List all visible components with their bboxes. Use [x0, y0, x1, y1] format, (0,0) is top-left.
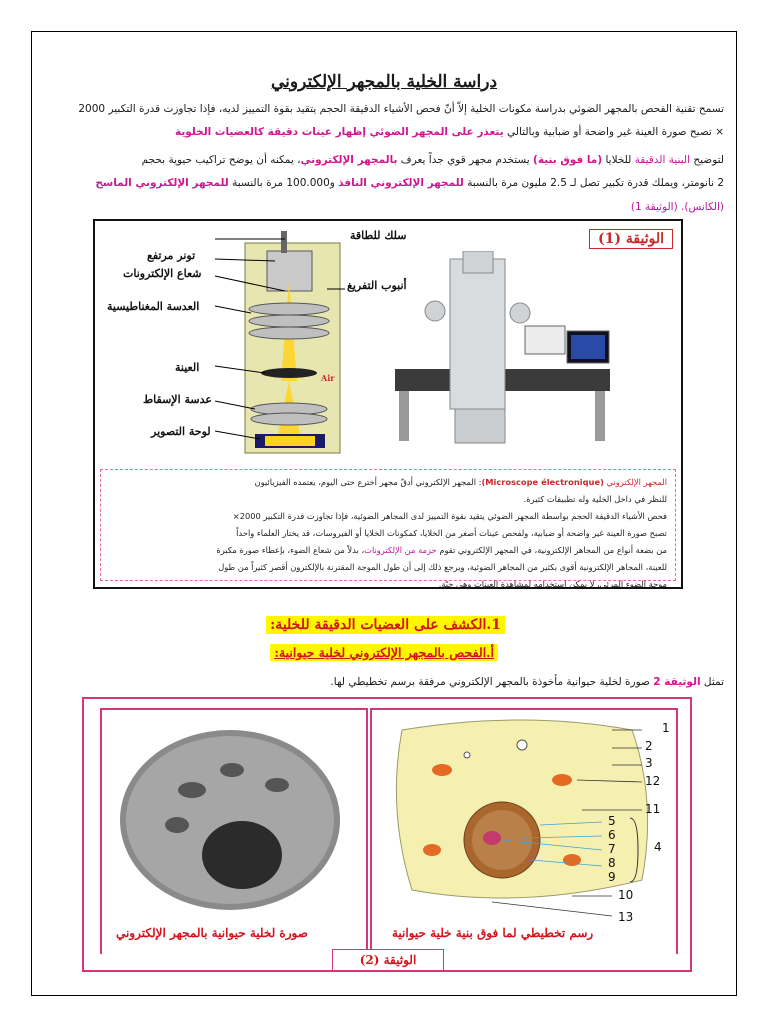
label-4: 4 — [654, 840, 662, 854]
intro-line-5: (الكانس). (الوثيقة 1) — [630, 201, 724, 213]
label-3: 3 — [645, 756, 653, 770]
intro-highlight: يتعذر على المجهر الضوئي إظهار عينات دقيقة كالعضيات الخلوية — [174, 126, 504, 138]
label-projection-lens: عدسة الإسقاط — [143, 393, 212, 406]
intro-line-2: × تصبح صورة العينة غير واضحة أو ضبابية وبالتالي يتعذر على المجهر الضوئي إظهار عينات دقيقة كالعضيات الخلوية — [174, 126, 724, 138]
label-filament: تونر مرتفع — [147, 249, 196, 262]
tem-cell-photo — [102, 710, 366, 910]
document-1-caption: المجهر الإلكتروني (Microscope électronique): المجهر الإلكتروني أدقّ مجهر أخترع حتى اليوم، يعتمده الفيزيائيون للنظر في داخل الخلية وله تطبيقات كثيرة. فحص الأشياء الدقيقة الحجم بواسطة المجهر الضوئي يتقيد بقوة التمييز لدى المجاهر الضوئية، فإذا تجاوزت قدرة التكبير 2000× تصبح صورة العينة غير واضحة أو ضبابية، ولفحص عينات أصغر من الخلايا، كمكونات الخلايا أو الفيروسات، قد يختار العلماء واحداً من بضعة أنواع من المجاهر الإلكترونية، في المجهر الإلكتروني تقوم حزمة من الإلكترونات، بدلاً من شعاع الضوء، بإعطاء صورة مكبرة للعينة، المجاهر الإلكترونية أقوى بكثير من المجاهر الضوئية، ويرجع ذلك إلى أن طول الموجة المقترنة بالإلكترون أقصر كثيراً من طول موجة الضوء المرئي، لا يمكن إستخدامه لمشاهدة العينات وهي حيّة. — [100, 469, 676, 581]
label-11: 11 — [645, 802, 661, 816]
label-vacuum-tube: أنبوب التفريغ — [347, 279, 407, 292]
intro-line-1: تسمح تقنية الفحص بالمجهر الضوئي بدراسة مكونات الخلية إلاّ أنّ فحص الأشياء الدقيقة الحجم يتقيد بقوة التمييز لديه، فإذا تجاوزت قدرة التكبير 2000 — [78, 103, 724, 115]
label-2: 2 — [645, 739, 653, 753]
intro-line-4: 2 نانومتر، ويملك قدرة تكبير تصل لـ 2.5 مليون مرة بالنسبة للمجهر الإلكتروني النافذ و100.000 مرة بالنسبة للمجهر الإلكتروني الماسح — [95, 177, 724, 189]
label-12: 12 — [645, 774, 661, 788]
document-1 — [93, 219, 683, 589]
section-heading: 1.الكشف على العضيات الدقيقة للخلية: — [266, 616, 505, 634]
label-electron-beam: شعاع الإلكترونات — [123, 267, 202, 280]
label-5: 5 — [608, 814, 616, 828]
label-8: 8 — [608, 856, 616, 870]
label-7: 7 — [608, 842, 616, 856]
document-1-label: الوثيقة (1) — [589, 229, 673, 249]
section-subheading: أ.الفحص بالمجهر الإلكتروني لخلية حيوانية: — [270, 644, 498, 661]
document-2 — [82, 697, 692, 972]
tem-photo-panel — [100, 708, 368, 954]
cell-diagram-panel — [370, 708, 678, 954]
label-6: 6 — [608, 828, 616, 842]
document-2-label: الوثيقة (2) — [332, 949, 444, 971]
label-specimen: العينة — [175, 361, 200, 374]
tem-photo-caption: صورة لخلية حيوانية بالمجهر الإلكتروني — [116, 926, 308, 940]
label-9: 9 — [608, 870, 616, 884]
intro-line-3: لتوضيح البنية الدقيقة للخلايا (ما فوق بنية) يستخدم مجهر قوي جداً يعرف بالمجهر الإلكتروني، يمكنه أن يوضح تراكيب حيوية بحجم — [141, 154, 724, 166]
cell-diagram-caption: رسم تخطيطي لما فوق بنية خلية حيوانية — [392, 926, 594, 940]
electron-microscope-photo — [395, 251, 625, 451]
document-2-description: تمثل الوثيقة 2 صورة لخلية حيوانية مأخوذة بالمجهر الإلكتروني مرفقة برسم تخطيطي لها. — [330, 676, 724, 688]
label-13: 13 — [618, 910, 634, 924]
label-air: Air — [321, 373, 335, 383]
label-10: 10 — [618, 888, 634, 902]
label-power-cable: سلك للطاقة — [350, 229, 407, 242]
label-1: 1 — [662, 721, 670, 735]
label-magnetic-lens: العدسة المغناطيسية — [107, 300, 200, 313]
label-screen: لوحة التصوير — [151, 425, 211, 438]
page-title: دراسة الخلية بالمجهر الإلكتروني — [270, 72, 498, 92]
